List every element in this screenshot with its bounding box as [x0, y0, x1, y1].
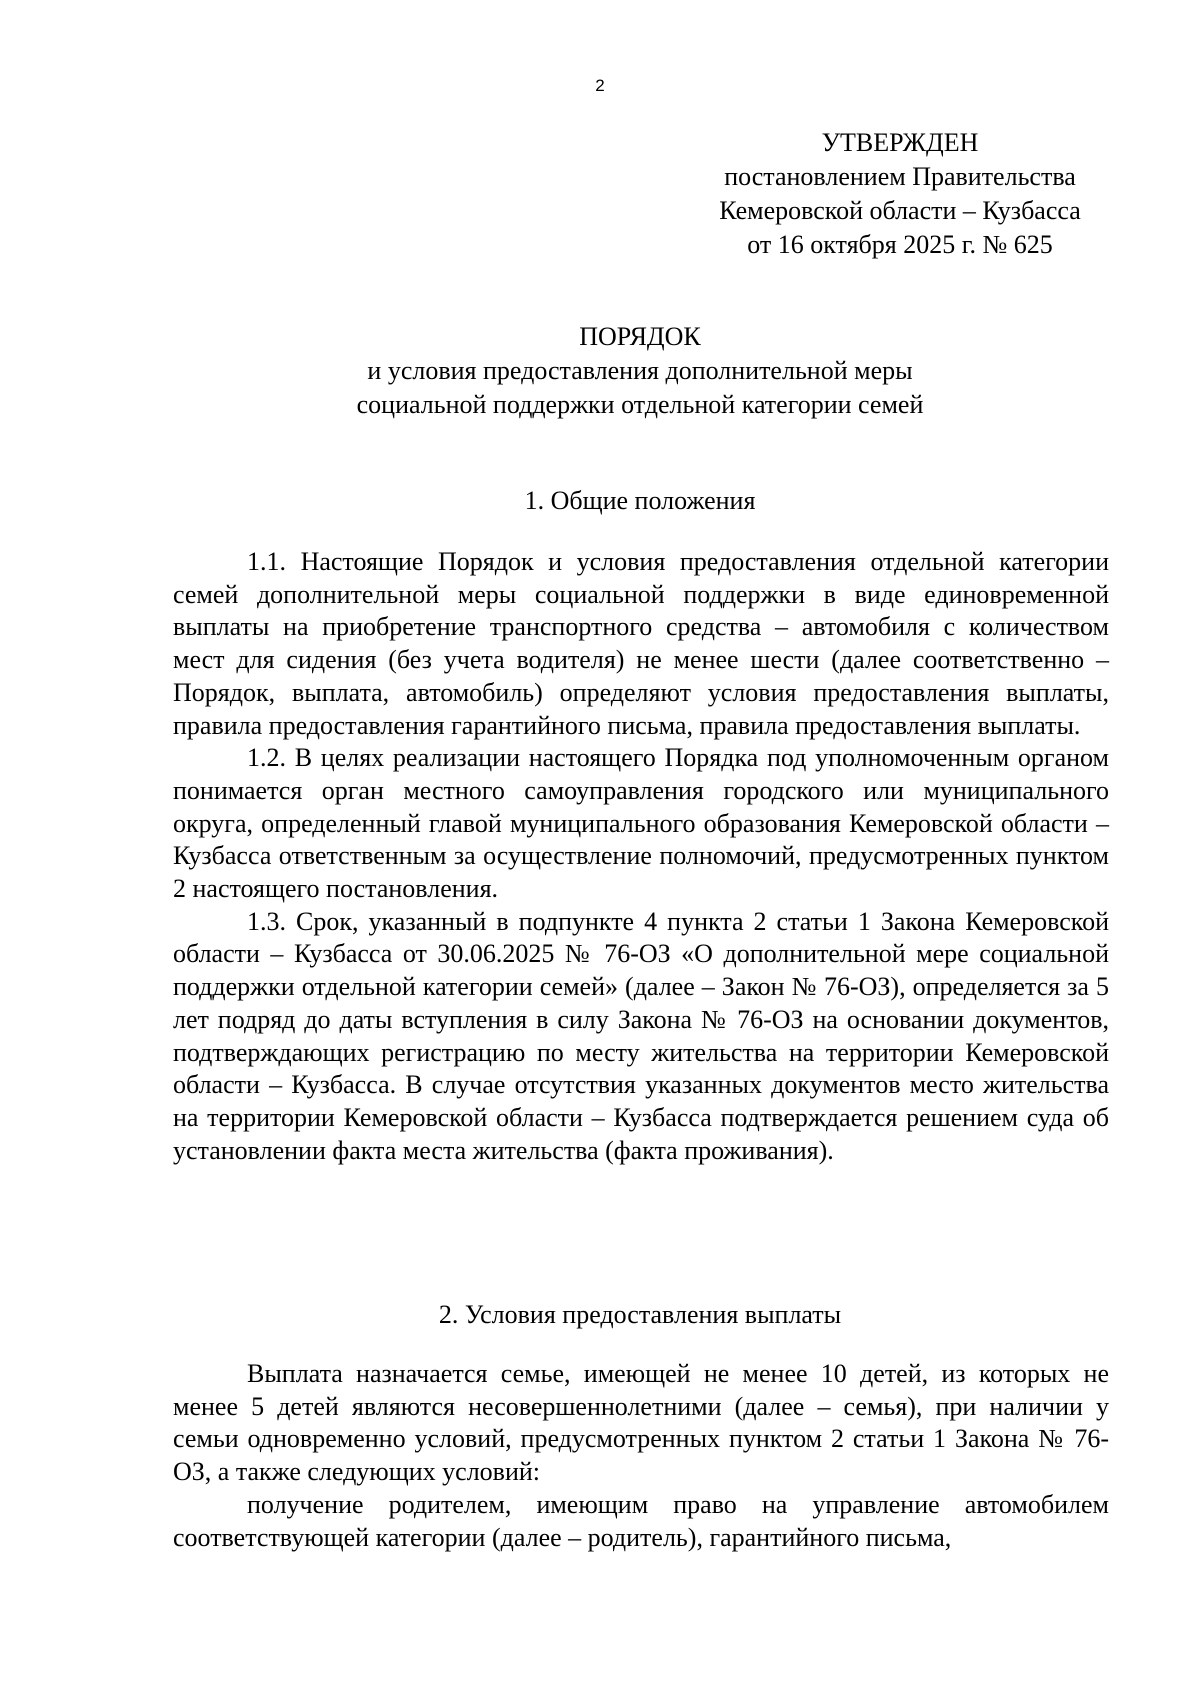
approval-date-number: от 16 октября 2025 г. № 625	[747, 230, 1053, 259]
document-subtitle-line: и условия предоставления дополнительной меры	[367, 356, 913, 385]
section-heading: 1. Общие положения	[524, 486, 756, 515]
document-title-main: ПОРЯДОК	[579, 322, 701, 351]
approval-block	[690, 126, 1110, 262]
section-body	[173, 1358, 1109, 1554]
section-body	[173, 546, 1109, 1167]
document-title	[160, 320, 1120, 422]
page-number: 2	[595, 76, 605, 95]
approval-line: постановлением Правительства	[724, 162, 1076, 191]
section-heading: 2. Условия предоставления выплаты	[438, 1300, 842, 1329]
paragraph: 1.1. Настоящие Порядок и условия предоставления отдельной категории семей дополнительной меры социальной поддержки в виде единовременной выплаты на приобретение транспортного средства – автомобиля с количеством мест для сидения (без учета водителя) не менее шести (далее соответственно – Порядок, выплата, автомобиль) определяют условия предоставления выплаты, правила предоставления гарантийного письма, правила предоставления выплаты.	[173, 547, 1109, 740]
paragraph: Выплата назначается семье, имеющей не менее 10 детей, из которых не менее 5 детей являются несовершеннолетними (далее – семья), при наличии у семьи одновременно условий, предусмотренных пунктом 2 статьи 1 Закона № 76-ОЗ, а также следующих условий:	[173, 1359, 1109, 1487]
paragraph: 1.3. Срок, указанный в подпункте 4 пункта 2 статьи 1 Закона Кемеровской области – Кузбасса от 30.06.2025 № 76-ОЗ «О дополнительной мере социальной поддержки отдельной категории семей» (далее – Закон № 76-ОЗ), определяется за 5 лет подряд до даты вступления в силу Закона № 76-ОЗ на основании документов, подтверждающих регистрацию по месту жительства на территории Кемеровской области – Кузбасса. В случае отсутствия указанных документов место жительства на территории Кемеровской области – Кузбасса подтверждается решением суда об установлении факта места жительства (факта проживания).	[173, 906, 1109, 1165]
approval-heading: УТВЕРЖДЕН	[821, 128, 979, 157]
approval-line: Кемеровской области – Кузбасса	[719, 196, 1081, 225]
paragraph: 1.2. В целях реализации настоящего Порядка под уполномоченным органом понимается орган местного самоуправления городского или муниципального округа, определенный главой муниципального образования Кемеровской области – Кузбасса ответственным за осуществление полномочий, предусмотренных пунктом 2 настоящего постановления.	[173, 743, 1109, 904]
paragraph: получение родителем, имеющим право на управление автомобилем соответствующей категории (далее – родитель), гарантийного письма,	[173, 1489, 1109, 1552]
document-subtitle-line: социальной поддержки отдельной категории семей	[356, 390, 924, 419]
